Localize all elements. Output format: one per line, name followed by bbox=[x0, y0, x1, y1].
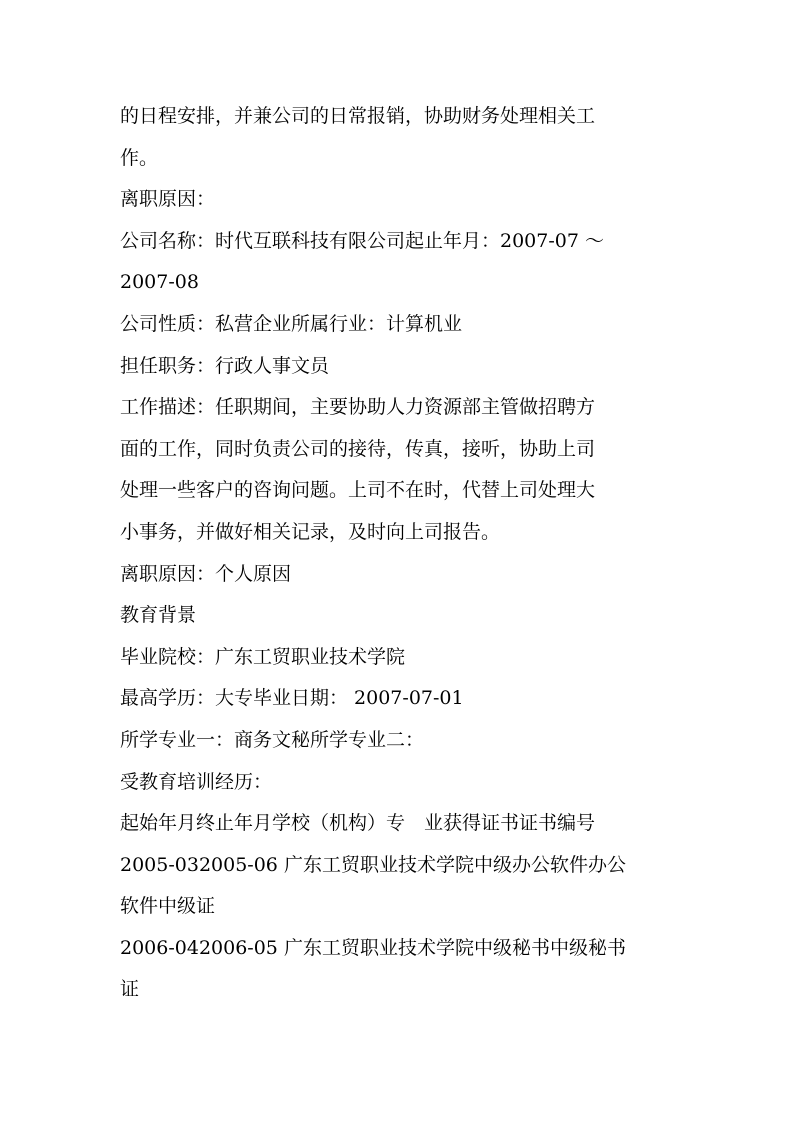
text-line: 工作描述：任职期间，主要协助人力资源部主管做招聘方 bbox=[120, 396, 596, 419]
text-line: 的日程安排，并兼公司的日常报销，协助财务处理相关工 bbox=[120, 105, 596, 127]
section-heading: 教育背景 bbox=[120, 604, 197, 627]
document-body bbox=[120, 96, 680, 1011]
text-line: 离职原因： bbox=[120, 188, 216, 211]
text-line: 公司名称：时代互联科技有限公司起止年月：2007-07 ～ bbox=[120, 229, 604, 252]
text-line: 离职原因：个人原因 bbox=[120, 562, 292, 585]
text-line: 担任职务：行政人事文员 bbox=[120, 354, 330, 377]
text-line: 所学专业一：商务文秘所学专业二： bbox=[120, 728, 425, 751]
text-line: 小事务，并做好相关记录，及时向上司报告。 bbox=[120, 520, 501, 543]
text-line: 受教育培训经历： bbox=[120, 770, 273, 793]
text-line: 处理一些客户的咨询问题。上司不在时，代替上司处理大 bbox=[120, 479, 596, 502]
text-line: 证 bbox=[120, 978, 140, 1001]
text-line: 毕业院校：广东工贸职业技术学院 bbox=[120, 645, 406, 668]
text-line: 面的工作，同时负责公司的接待，传真，接听，协助上司 bbox=[120, 437, 596, 460]
text-line: 2006-042006-05 广东工贸职业技术学院中级秘书中级秘书 bbox=[120, 936, 626, 959]
text-line: 作。 bbox=[120, 146, 159, 169]
text-line: 起始年月终止年月学校（机构）专 业获得证书证书编号 bbox=[120, 812, 596, 835]
text-line: 软件中级证 bbox=[120, 895, 216, 918]
text-line: 公司性质：私营企业所属行业：计算机业 bbox=[120, 312, 463, 335]
text-line: 2005-032005-06 广东工贸职业技术学院中级办公软件办公 bbox=[120, 853, 626, 876]
text-line: 2007-08 bbox=[120, 271, 199, 294]
text-line: 最高学历：大专毕业日期： 2007-07-01 bbox=[120, 687, 464, 710]
